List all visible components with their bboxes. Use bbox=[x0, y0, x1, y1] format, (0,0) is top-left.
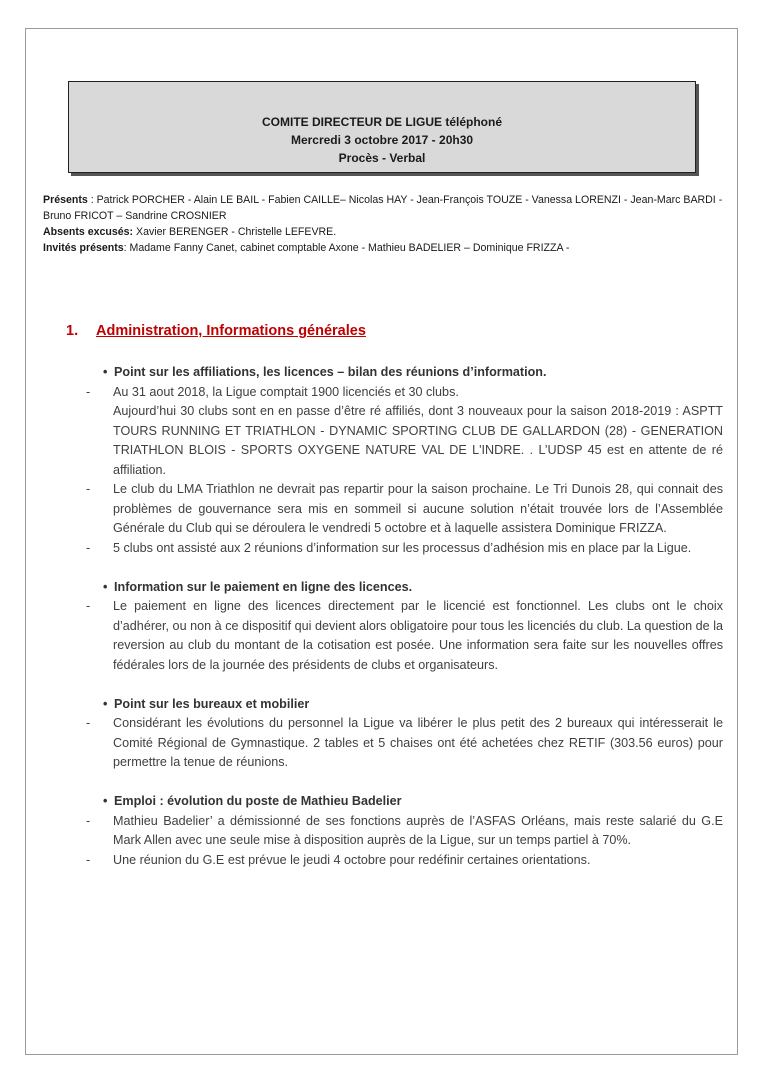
dash-marker: - bbox=[86, 716, 91, 730]
list-item bbox=[86, 851, 723, 871]
present-line bbox=[43, 192, 723, 224]
guests-names: : Madame Fanny Canet, cabinet comptable Axone - Mathieu BADELIER – Dominique FRIZZA - bbox=[123, 242, 570, 254]
attendance-block bbox=[43, 192, 723, 256]
list-item bbox=[86, 539, 723, 559]
document-header bbox=[68, 81, 696, 173]
excused-label: Absents excusés: bbox=[43, 226, 134, 238]
dash-marker: - bbox=[86, 384, 91, 399]
dash-marker: - bbox=[86, 599, 91, 613]
list-item bbox=[86, 480, 723, 539]
paragraph: 5 clubs ont assisté aux 2 réunions d’information sur les processus d’adhésion mis en place par la Ligue. bbox=[113, 540, 692, 555]
section-heading bbox=[66, 323, 366, 339]
dash-marker: - bbox=[86, 482, 91, 496]
paragraph: Mathieu Badelier’ a démissionné de ses fonctions auprès de l’ASFAS Orléans, mais reste salarié du G.E Mark Allen avec une seule mise à disposition auprès de la Ligue, sur un temps partiel à 70%. bbox=[113, 813, 723, 847]
list-item bbox=[86, 812, 723, 851]
paragraph: Le club du LMA Triathlon ne devrait pas repartir pour la saison prochaine. Le Tri Dunois 28, qui connait des problèmes de gouvernance sera mis en sommeil si aucune solution n’était trouvée lors de l’Assemblée Générale du Club qui se déroulera le vendredi 5 octobre et à laquelle assistera Dominique FRIZZA. bbox=[113, 482, 723, 535]
header-subtitle: Procès - Verbal bbox=[338, 151, 426, 165]
dash-marker: - bbox=[86, 852, 91, 867]
paragraph: Aujourd’hui 30 clubs sont en en passe d’être ré affiliés, dont 3 nouveaux pour la saison 2018-2019 : ASPTT TOURS RUNNING ET TRIATHLON - DYNAMIC SPORTING CLUB DE GALLARDON (28) - GENERATION TRIATHLON BLOIS - SPORTS OXYGENE NATURE VAL DE L'INDRE. . L’UDSP 45 est en attente de ré affiliation. bbox=[113, 404, 723, 477]
header-date: Mercredi 3 octobre 2017 - 20h30 bbox=[290, 133, 474, 147]
excused-line bbox=[43, 224, 723, 240]
topic-heading: • Emploi : évolution du poste de Mathieu Badelier bbox=[86, 792, 723, 812]
paragraph: Une réunion du G.E est prévue le jeudi 4 octobre pour redéfinir certaines orientations. bbox=[113, 852, 591, 867]
guests-line bbox=[43, 240, 723, 256]
paragraph: Le paiement en ligne des licences directement par le licencié est fonctionnel. Les clubs ont le choix d’adhérer, ou non à ce dispositif qui devient alors obligatoire pour tous les licenciés du club. La question de la reversion au club du montant de la cotisation est posée. Une information sera faite sur les nouvelles offres fédérales lors de la journée des présidents de clubs et organisateurs. bbox=[113, 599, 723, 672]
present-label: Présents bbox=[43, 194, 88, 206]
section-content bbox=[86, 363, 723, 870]
list-item bbox=[86, 383, 723, 481]
topic-heading: • Point sur les bureaux et mobilier bbox=[86, 695, 723, 715]
section-number: 1. bbox=[66, 323, 79, 339]
section-title: Administration, Informations générales bbox=[96, 323, 366, 339]
list-item bbox=[86, 597, 723, 675]
topic-heading: • Point sur les affiliations, les licences – bilan des réunions d’information. bbox=[86, 363, 723, 383]
dash-marker: - bbox=[86, 813, 91, 828]
paragraph: Au 31 aout 2018, la Ligue comptait 1900 licenciés et 30 clubs. bbox=[113, 384, 459, 399]
dash-marker: - bbox=[86, 540, 91, 555]
present-names: : Patrick PORCHER - Alain LE BAIL - Fabien CAILLE– Nicolas HAY - Jean-François TOUZE - Vanessa LORENZI - Jean-Marc BARDI - Bruno FRICOT – Sandrine CROSNIER bbox=[43, 194, 723, 222]
excused-names: Xavier BERENGER - Christelle LEFEVRE. bbox=[133, 226, 337, 238]
guests-label: Invités présents bbox=[43, 242, 124, 254]
paragraph: Considérant les évolutions du personnel la Ligue va libérer le plus petit des 2 bureaux qui intéresserait le Comité Régional de Gymnastique. 2 tables et 5 chaises ont été achetées chez RETIF (303.56 euros) pour permettre la tenue de réunions. bbox=[113, 716, 723, 769]
list-item bbox=[86, 714, 723, 773]
topic-heading: • Information sur le paiement en ligne des licences. bbox=[86, 578, 723, 598]
header-title: COMITE DIRECTEUR DE LIGUE téléphoné bbox=[261, 115, 502, 129]
